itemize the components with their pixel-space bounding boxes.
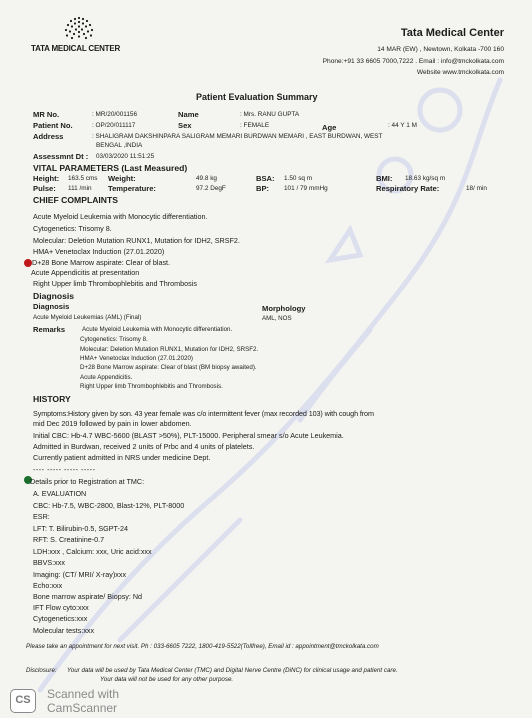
remarks-line: Cytogenetics: Trisomy 8.: [80, 336, 148, 343]
remarks-line: HMA+ Venetoclax Induction (27.01.2020): [80, 355, 193, 362]
weight-label: Weight:: [108, 174, 136, 183]
age-label: Age: [322, 123, 337, 132]
chief-complaints-heading: CHIEF COMPLAINTS: [33, 195, 118, 205]
page-title: Patient Evaluation Summary: [196, 92, 318, 102]
tata-logo-icon: [54, 14, 104, 46]
mr-label: MR No.: [33, 110, 60, 119]
org-name: Tata Medical Center: [400, 27, 504, 39]
appointment-note: Please take an appointment for next visit. Ph : 033-6605 7222, 1800-419-5522(Tollfree), Email id : appointment@tmckolkata.com: [26, 643, 379, 650]
remarks-line: D+28 Bone Marrow aspirate: Clear of blast (BM biopsy awaited).: [80, 364, 257, 371]
history-line: Symptoms:History given by son. 43 year female was c/o intermittent fever (max recorded 103) with cough from: [33, 409, 374, 418]
address-value-1: : SHALIGRAM DAKSHINPARA SALIGRAM MEMARI BURDWAN MEMARI , EAST BURDWAN, WEST: [92, 133, 383, 140]
morphology-value: AML, NOS: [262, 315, 292, 322]
respiratory-rate-label: Respiratory Rate:: [376, 184, 440, 193]
evaluation-line: CBC: Hb-7.5, WBC-2800, Blast-12%, PLT-8000: [33, 501, 185, 510]
camscanner-badge-icon: CS: [10, 689, 36, 713]
history-line: Initial CBC: Hb-4.7 WBC-5600 (BLAST >50%), PLT-15000. Peripheral smear s/o Acute Leukemia.: [33, 431, 344, 440]
patient-no-label: Patient No.: [33, 121, 73, 130]
height-label: Height:: [33, 174, 60, 183]
sex-value: : FEMALE: [240, 122, 270, 129]
height-value: 163.5 cms: [68, 175, 98, 182]
respiratory-rate-value: 18/ min: [466, 185, 487, 192]
complaint-line: Acute Myeloid Leukemia with Monocytic differentiation.: [33, 212, 208, 221]
logo-text: TATA MEDICAL CENTER: [31, 44, 121, 53]
mr-value: : MR/20/001156: [92, 111, 137, 118]
evaluation-line: Imaging: (CT/ MRI/ X-ray)xxx: [33, 570, 127, 579]
assessment-label: Assessmnt Dt :: [33, 152, 89, 161]
complaint-line: HMA+ Venetoclax Induction (27.01.2020): [33, 247, 165, 256]
red-marker-dot: [24, 259, 32, 267]
evaluation-line: Molecular tests:xxx: [33, 626, 95, 635]
remarks-label: Remarks: [33, 325, 66, 334]
disclosure-line-2: Your data will not be used for any other purpose.: [100, 676, 234, 683]
complaint-line: Cytogenetics: Trisomy 8.: [33, 224, 112, 233]
evaluation-line: BBVS:xxx: [33, 558, 65, 567]
vitals-heading: VITAL PARAMETERS (Last Measured): [33, 163, 188, 173]
history-heading: HISTORY: [33, 394, 71, 404]
bmi-label: BMI:: [376, 174, 393, 183]
evaluation-line: RFT: S. Creatinine-0.7: [33, 535, 105, 544]
history-line: Admitted in Burdwan, received 2 units of Prbc and 4 units of platelets.: [33, 442, 255, 451]
evaluation-line: LFT: T. Bilirubin-0.5, SGPT-24: [33, 524, 128, 533]
complaint-line: D+28 Bone Marrow aspirate: Clear of blast.: [32, 258, 171, 267]
complaint-line: Molecular: Deletion Mutation RUNX1, Mutation for IDH2, SRSF2.: [33, 236, 240, 245]
remarks-line: Acute Myeloid Leukemia with Monocytic differentiation.: [82, 326, 233, 333]
address-value-2: BENGAL ,INDIA: [96, 142, 143, 149]
sex-label: Sex: [178, 121, 192, 130]
bsa-value: 1.50 sq m: [284, 175, 313, 182]
disclosure-label: Disclosure:: [26, 667, 57, 674]
weight-value: 49.8 kg: [196, 175, 217, 182]
evaluation-line: Details prior to Registration at TMC:: [30, 477, 145, 486]
assessment-value: 03/03/2020 11:51:25: [96, 153, 155, 160]
evaluation-line: LDH:xxx , Calcium: xxx, Uric acid:xxx: [33, 547, 152, 556]
temperature-label: Temperature:: [108, 184, 156, 193]
diagnosis-column-label: Diagnosis: [33, 302, 70, 311]
name-value: : Mrs. RANU GUPTA: [240, 111, 300, 118]
complaint-line: Right Upper limb Thrombophlebitis and Thrombosis: [33, 279, 197, 288]
disclosure-line-1: Your data will be used by Tata Medical Center (TMC) and Digital Nerve Centre (DiNC) for clinical usage and patient care.: [67, 667, 398, 674]
org-website: Website www.tmckolkata.com: [416, 69, 504, 76]
scanned-with-text: Scanned with: [47, 687, 120, 701]
bp-value: 101 / 79 mmHg: [284, 185, 328, 192]
diagnosis-heading: Diagnosis: [33, 291, 75, 301]
complaint-line: Acute Appendicitis at presentation: [31, 268, 140, 277]
pulse-value: 111 /min: [68, 185, 92, 192]
evaluation-line: Cytogenetics:xxx: [33, 614, 88, 623]
address-label: Address: [33, 132, 64, 141]
remarks-line: Right Upper limb Thrombophlebitis and Thrombosis.: [80, 383, 223, 390]
bp-label: BP:: [256, 184, 270, 193]
remarks-line: Acute Appendicitis.: [80, 374, 133, 381]
camscanner-text: CamScanner: [47, 701, 118, 715]
bmi-value: 18.63 kg/sq m: [405, 175, 446, 182]
evaluation-line: Bone marrow aspirate/ Biopsy: Nd: [33, 592, 143, 601]
age-value: : 44 Y 1 M: [388, 122, 417, 129]
history-separator: ---- ----- ----- -----: [33, 465, 96, 474]
org-address: 14 MAR (EW) , Newtown, Kolkata -700 160: [377, 46, 504, 53]
pulse-label: Pulse:: [33, 184, 56, 193]
org-phone-email: Phone:+91 33 6605 7000,7222 . Email : info@tmckolkata.com: [322, 58, 504, 65]
evaluation-line: ESR:: [33, 512, 50, 521]
evaluation-line: Echo:xxx: [33, 581, 63, 590]
evaluation-line: A. EVALUATION: [33, 489, 87, 498]
temperature-value: 97.2 DegF: [196, 185, 226, 192]
history-line: mid Dec 2019 followed by pain in lower abdomen.: [33, 419, 192, 428]
patient-no-value: : OP/20/011117: [92, 122, 136, 129]
history-line: Currently patient admitted in NRS under medicine Dept.: [33, 453, 211, 462]
remarks-line: Molecular: Deletion Mutation RUNX1, Mutation for IDH2, SRSF2.: [80, 346, 259, 353]
morphology-column-label: Morphology: [262, 304, 306, 313]
evaluation-line: IFT Flow cyto:xxx: [33, 603, 89, 612]
name-label: Name: [178, 110, 199, 119]
diagnosis-value: Acute Myeloid Leukemias (AML) (Final): [33, 314, 142, 321]
bsa-label: BSA:: [256, 174, 275, 183]
